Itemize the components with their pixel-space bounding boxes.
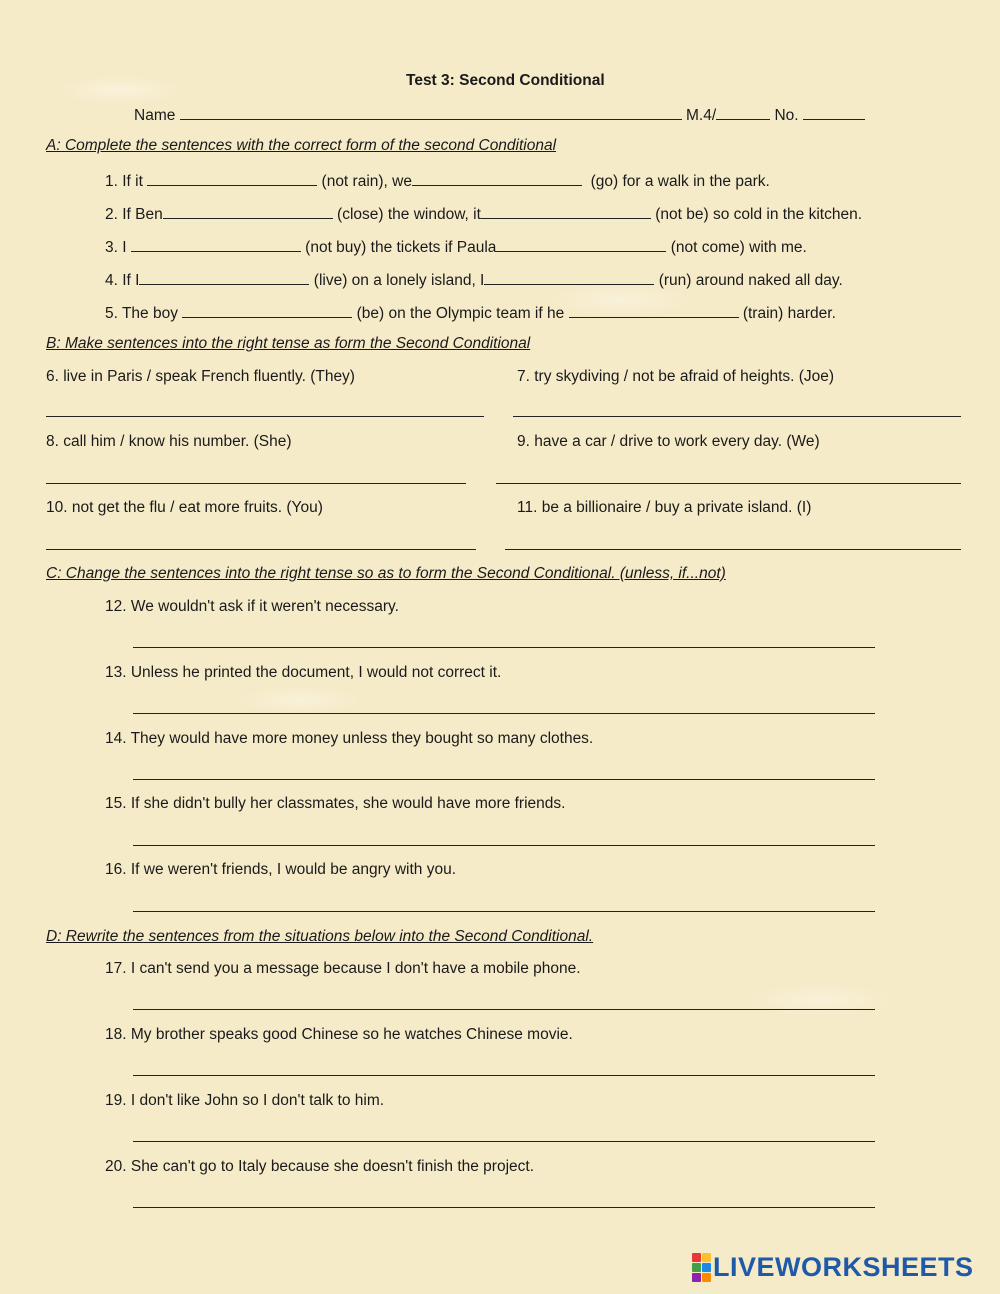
answer-line-7[interactable] [513,416,961,417]
answer-line-14[interactable] [133,779,875,780]
answer-line-17[interactable] [133,1009,875,1010]
section-a-item-1: 1. If it (not rain), we (go) for a walk in the park. [105,170,770,191]
answer-blank[interactable] [139,269,309,285]
answer-line-6[interactable] [46,416,484,417]
name-field[interactable] [180,104,682,120]
answer-blank[interactable] [131,236,301,252]
section-d-item-20: 20. She can't go to Italy because she doesn't finish the project. [105,1158,534,1175]
section-a-item-2: 2. If Ben (close) the window, it (not be) so cold in the kitchen. [105,203,862,224]
answer-line-16[interactable] [133,911,875,912]
class-field[interactable] [716,104,770,120]
answer-line-9[interactable] [496,483,961,484]
name-label: Name [134,107,176,124]
section-a-heading: A: Complete the sentences with the correct form of the second Conditional [46,137,557,154]
section-d-item-18: 18. My brother speaks good Chinese so he watches Chinese movie. [105,1026,573,1043]
section-b-item-9: 9. have a car / drive to work every day. (We) [517,433,820,450]
answer-blank[interactable] [484,269,654,285]
section-c-heading: C: Change the sentences into the right tense so as to form the Second Conditional. (unless, if...not) [46,565,726,582]
section-b-item-8: 8. call him / know his number. (She) [46,433,292,450]
answer-line-13[interactable] [133,713,875,714]
answer-blank[interactable] [182,302,352,318]
section-b-item-10: 10. not get the flu / eat more fruits. (You) [46,499,323,516]
student-info-line [134,104,865,125]
section-c-item-12: 12. We wouldn't ask if it weren't necessary. [105,598,399,615]
liveworksheets-logo [692,1252,974,1283]
answer-line-20[interactable] [133,1207,875,1208]
section-c-item-15: 15. If she didn't bully her classmates, she would have more friends. [105,795,566,812]
answer-blank[interactable] [569,302,739,318]
section-a-item-4: 4. If I (live) on a lonely island, I (run) around naked all day. [105,269,843,290]
section-c-item-13: 13. Unless he printed the document, I would not correct it. [105,664,502,681]
section-d-heading: D: Rewrite the sentences from the situations below into the Second Conditional. [46,928,594,945]
section-b-item-11: 11. be a billionaire / buy a private island. (I) [517,499,812,516]
section-c-item-16: 16. If we weren't friends, I would be angry with you. [105,861,457,878]
section-c-item-14: 14. They would have more money unless they bought so many clothes. [105,730,594,747]
class-label: M.4/ [685,107,717,124]
answer-blank[interactable] [481,203,651,219]
answer-line-18[interactable] [133,1075,875,1076]
answer-line-10[interactable] [46,549,476,550]
answer-line-15[interactable] [133,845,875,846]
answer-blank[interactable] [412,170,582,186]
answer-blank[interactable] [147,170,317,186]
answer-blank[interactable] [163,203,333,219]
logo-squares-icon [692,1253,711,1282]
answer-line-11[interactable] [505,549,961,550]
page-title: Test 3: Second Conditional [406,72,605,89]
answer-line-8[interactable] [46,483,466,484]
section-d-item-17: 17. I can't send you a message because I don't have a mobile phone. [105,960,581,977]
section-a-item-5: 5. The boy (be) on the Olympic team if he (train) harder. [105,302,836,323]
answer-line-19[interactable] [133,1141,875,1142]
number-field[interactable] [803,104,865,120]
number-label: No. [774,107,799,124]
answer-blank[interactable] [496,236,666,252]
section-b-item-6: 6. live in Paris / speak French fluently. (They) [46,368,355,385]
answer-line-12[interactable] [133,647,875,648]
section-b-heading: B: Make sentences into the right tense as form the Second Conditional [46,335,531,352]
section-a-item-3: 3. I (not buy) the tickets if Paula (not come) with me. [105,236,807,257]
logo-text: LIVEWORKSHEETS [713,1252,974,1282]
section-b-item-7: 7. try skydiving / not be afraid of heights. (Joe) [517,368,835,385]
section-d-item-19: 19. I don't like John so I don't talk to him. [105,1092,385,1109]
